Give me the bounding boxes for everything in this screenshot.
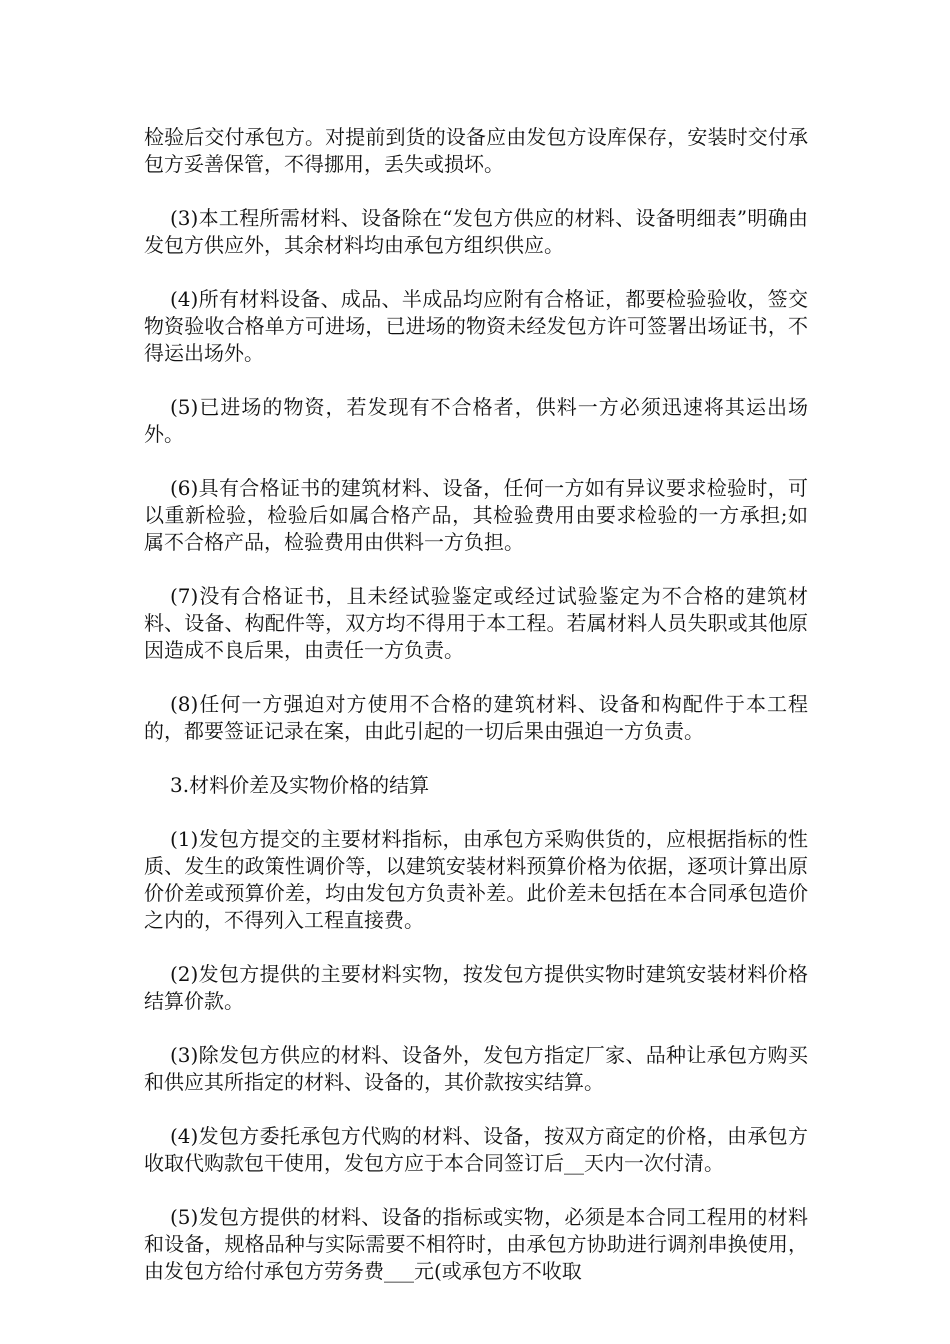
paragraph-item-5: (5)已进场的物资，若发现有不合格者，供料一方必须迅速将其运出场外。 xyxy=(144,395,808,446)
paragraph-section3-item-3: (3)除发包方供应的材料、设备外，发包方指定厂家、品种让承包方购买和供应其所指定的材料、设备的，其价款按实结算。 xyxy=(144,1043,808,1094)
paragraph-section3-item-4: (4)发包方委托承包方代购的材料、设备，按双方商定的价格，由承包方收取代购款包干使用，发包方应于本合同签订后__天内一次付清。 xyxy=(144,1124,808,1175)
document-body xyxy=(144,124,808,1312)
paragraph-section3-item-2: (2)发包方提供的主要材料实物，按发包方提供实物时建筑安装材料价格结算价款。 xyxy=(144,962,808,1013)
paragraph-item-4: (4)所有材料设备、成品、半成品均应附有合格证，都要检验验收，签交物资验收合格单方可进场，已进场的物资未经发包方许可签署出场证书，不得运出场外。 xyxy=(144,287,808,365)
paragraph-item-6: (6)具有合格证书的建筑材料、设备，任何一方如有异议要求检验时，可以重新检验，检验后如属合格产品，其检验费用由要求检验的一方承担;如属不合格产品，检验费用由供料一方负担。 xyxy=(144,476,808,554)
paragraph-item-7: (7)没有合格证书，且未经试验鉴定或经过试验鉴定为不合格的建筑材料、设备、构配件等，双方均不得用于本工程。若属材料人员失职或其他原因造成不良后果，由责任一方负责。 xyxy=(144,584,808,662)
paragraph-continuation: 检验后交付承包方。对提前到货的设备应由发包方设库保存，安装时交付承包方妥善保管，不得挪用，丢失或损坏。 xyxy=(144,125,808,176)
paragraph-item-3: (3)本工程所需材料、设备除在“发包方供应的材料、设备明细表”明确由发包方供应外，其余材料均由承包方组织供应。 xyxy=(144,206,808,257)
paragraph-item-8: (8)任何一方强迫对方使用不合格的建筑材料、设备和构配件于本工程的，都要签证记录在案，由此引起的一切后果由强迫一方负责。 xyxy=(144,692,808,743)
paragraph-section3-item-1: (1)发包方提交的主要材料指标，由承包方采购供货的，应根据指标的性质、发生的政策性调价等，以建筑安装材料预算价格为依据，逐项计算出原价价差或预算价差，均由发包方负责补差。此价差未包括在本合同承包造价之内的，不得列入工程直接费。 xyxy=(144,827,808,932)
section-heading-3: 3.材料价差及实物价格的结算 xyxy=(170,773,430,797)
paragraph-section3-item-5: (5)发包方提供的材料、设备的指标或实物，必须是本合同工程用的材料和设备，规格品种与实际需要不相符时，由承包方协助进行调剂串换使用，由发包方给付承包方劳务费___元(或承包方不收取 xyxy=(144,1205,808,1283)
